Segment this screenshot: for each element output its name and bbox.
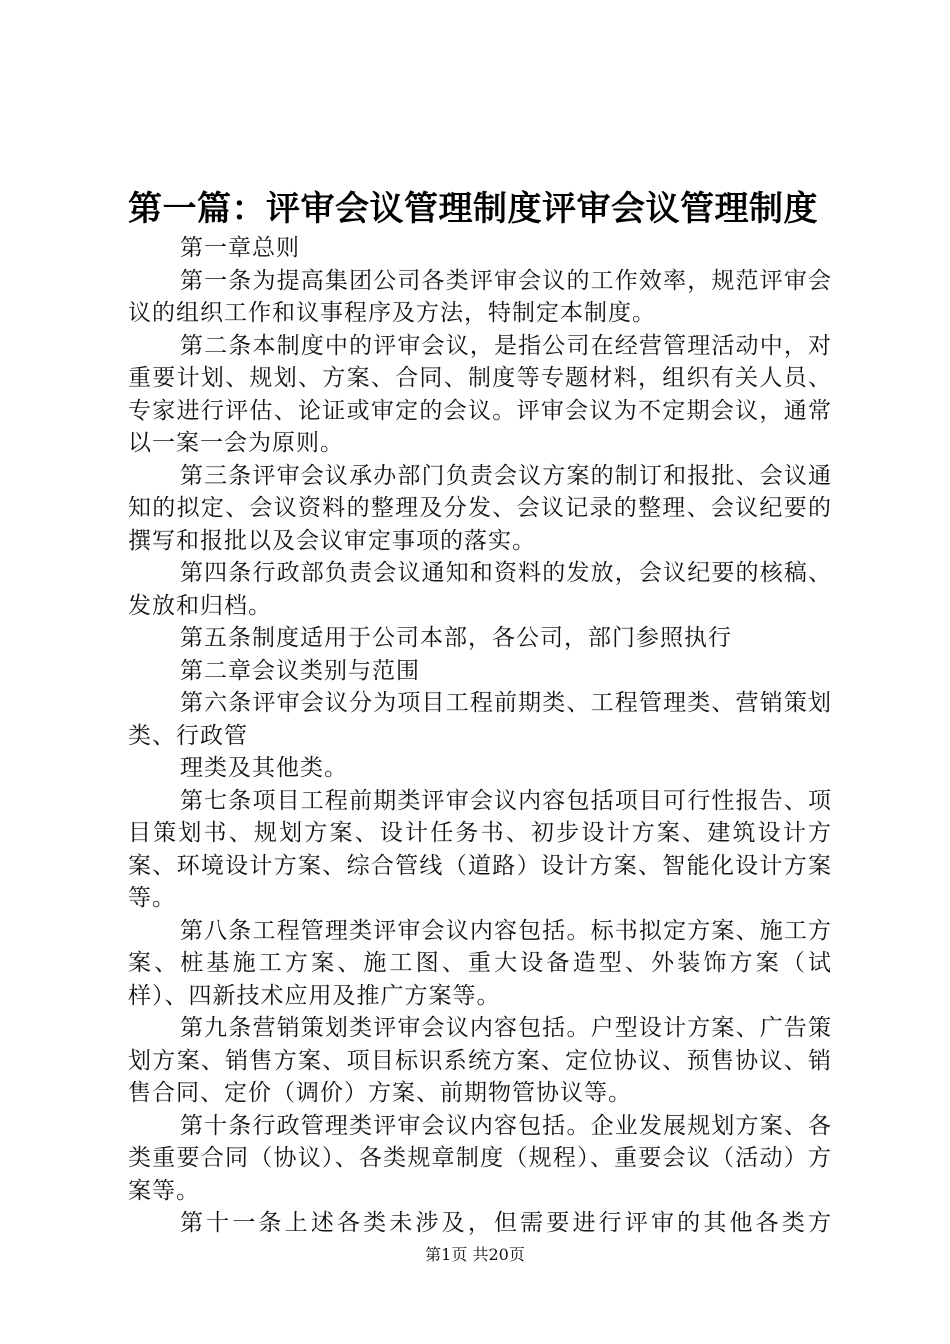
page-number: 第1页 <box>425 1245 468 1264</box>
chapter-heading: 第二章会议类别与范围 <box>180 657 420 684</box>
article-paragraph: 第七条项目工程前期类评审会议内容包括项目可行性报告、项目策划书、规划方案、设计任务书、初步设计方案、建筑设计方案、环境设计方案、综合管线（道路）设计方案、智能化设计方案等。 <box>128 787 832 911</box>
article-paragraph: 第八条工程管理类评审会议内容包括。标书拟定方案、施工方案、桩基施工方案、施工图、重大设备造型、外装饰方案（试样）、四新技术应用及推广方案等。 <box>128 917 832 1009</box>
article-paragraph: 第五条制度适用于公司本部，各公司，部门参照执行 <box>180 625 732 651</box>
article-paragraph: 第六条评审会议分为项目工程前期类、工程管理类、营销策划类、行政管 <box>128 690 832 749</box>
document-title: 第一篇：评审会议管理制度评审会议管理制度 <box>128 189 818 229</box>
article-paragraph-continuation: 理类及其他类。 <box>180 755 348 781</box>
page-footer <box>0 1244 950 1266</box>
chapter-heading: 第一章总则 <box>180 235 300 261</box>
article-paragraph: 第四条行政部负责会议通知和资料的发放，会议纪要的核稿、发放和归档。 <box>128 560 832 619</box>
article-paragraph: 第二条本制度中的评审会议，是指公司在经营管理活动中，对重要计划、规划、方案、合同、制度等专题材料，组织有关人员、专家进行评估、论证或审定的会议。评审会议为不定期会议，通常以一案一会为原则。 <box>128 332 832 456</box>
article-paragraph: 第三条评审会议承办部门负责会议方案的制订和报批、会议通知的拟定、会议资料的整理及分发、会议记录的整理、会议纪要的撰写和报批以及会议审定事项的落实。 <box>128 462 832 554</box>
article-paragraph: 第一条为提高集团公司各类评审会议的工作效率，规范评审会议的组织工作和议事程序及方法，特制定本制度。 <box>128 267 832 326</box>
article-paragraph: 第九条营销策划类评审会议内容包括。户型设计方案、广告策划方案、销售方案、项目标识系统方案、定位协议、预售协议、销售合同、定价（调价）方案、前期物管协议等。 <box>128 1015 832 1106</box>
article-paragraph: 第十一条上述各类未涉及，但需要进行评审的其他各类方 <box>180 1210 832 1236</box>
article-paragraph: 第十条行政管理类评审会议内容包括。企业发展规划方案、各类重要合同（协议）、各类规章制度（规程）、重要会议（活动）方案等。 <box>128 1112 832 1204</box>
page-total: 共20页 <box>472 1245 525 1264</box>
document-body <box>128 232 832 1240</box>
